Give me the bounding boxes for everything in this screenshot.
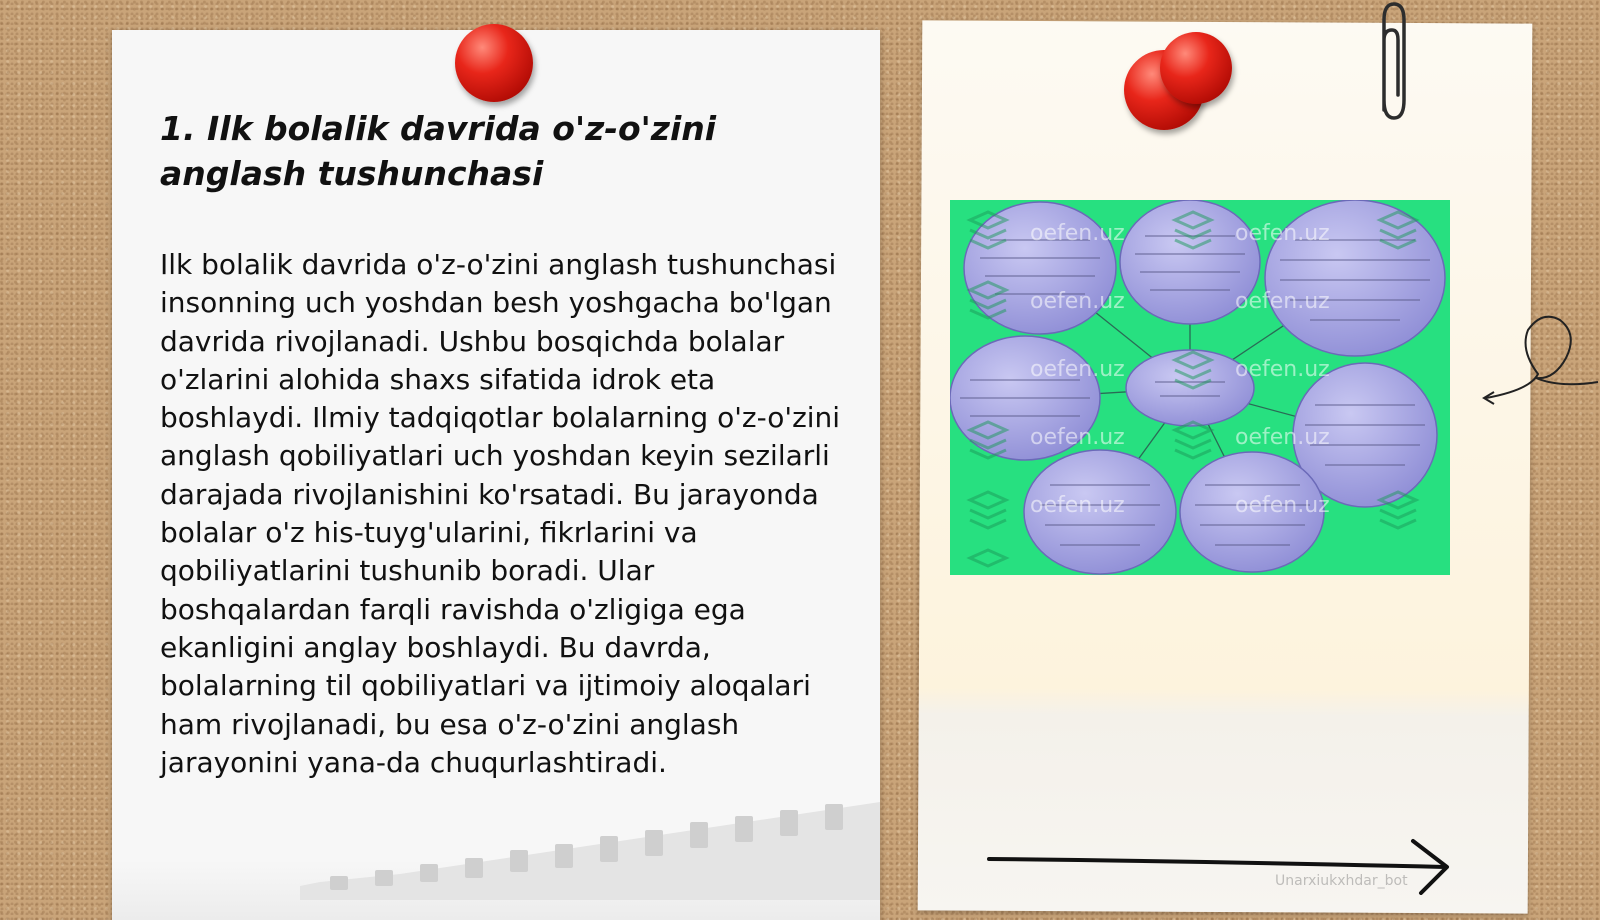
slide-body-text: Ilk bolalik davrida o'z-o'zini anglash tushunchasi insonning uch yoshdan besh yoshgacha bo'lgan davrida rivojlanadi. Ushbu bosqichda bolalar o'zlarini alohida shaxs sifatida idrok eta boshlaydi. Ilmiy tadqiqotlar bolalarning o'z-o'zini anglash qobiliyatlari uch yoshdan keyin sezilarli darajada rivojlanishini ko'rsatadi. Bu jarayonda bolalar o'z his-tuyg'ularini, fikrlarini va qobiliyatlarini tushunib boradi. Ular boshqalardan farqli ravishda o'zligiga ega ekanligini anglay boshlaydi. Bu davrda, bolalarning til qobiliyatlari va ijtimoiy aloqalari ham rivojlanadi, bu esa o'z-o'zini anglash jarayonini yana-da chuqurlashtiradi.	[160, 248, 841, 779]
loop-doodle-icon	[1480, 310, 1600, 410]
watermark-text: oefen.uz	[1030, 493, 1125, 518]
watermark-text: oefen.uz	[1235, 425, 1330, 450]
watermark-text: oefen.uz	[1235, 357, 1330, 382]
pushpin-icon	[1160, 32, 1232, 104]
watermark-text: oefen.uz	[1235, 221, 1330, 246]
bot-watermark: Unarxiukxhdar_bot	[1275, 873, 1408, 889]
watermark-text: oefen.uz	[1030, 425, 1125, 450]
slide-title: 1. Ilk bolalik davrida o'z-o'zini anglash tushunchasi	[160, 109, 717, 193]
watermark-text: oefen.uz	[1235, 493, 1330, 518]
watermark-text: oefen.uz	[1235, 289, 1330, 314]
pushpin-icon	[455, 24, 533, 102]
watermark-text: oefen.uz	[1030, 357, 1125, 382]
torn-paper-edge	[300, 790, 880, 900]
paperclip-icon	[1372, 0, 1412, 125]
watermark-text: oefen.uz	[1030, 289, 1125, 314]
watermark-text: oefen.uz	[1030, 221, 1125, 246]
mindmap-diagram-image	[950, 200, 1450, 575]
